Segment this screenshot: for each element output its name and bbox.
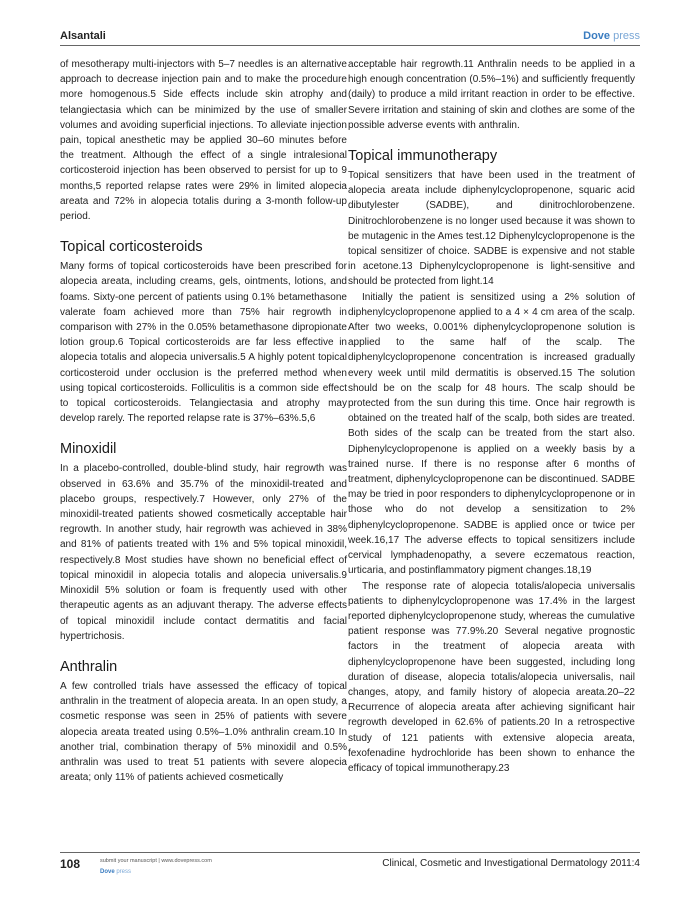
publisher-suffix: press	[613, 30, 640, 42]
page-footer	[60, 852, 640, 892]
section-heading-anthralin: Anthralin	[60, 658, 118, 675]
running-head-author: Alsantali	[60, 30, 106, 42]
left-column	[60, 57, 347, 785]
paragraph-mesotherapy: of mesotherapy multi-injectors with 5–7 needles is an alternative approach to decrease injection pain and to make the procedure more homogenous.5 Side effects include skin atrophy and telangiectasia which can be minimized by the use of smaller volumes and avoiding superficial injections. To alleviate injection pain, topical anesthetic may be applied 30–60 minutes before the treatment. Although the effect of a single intralesional corticosteroid injection has been observed to persist for up to 9 months,5 reported relapse rates were 29% in limited alopecia areata and 72% in alopecia totalis during a 3-month follow-up period.	[60, 59, 347, 223]
journal-citation: Clinical, Cosmetic and Investigational Dermatology 2011:4	[382, 858, 640, 869]
section-heading-topical-immunotherapy: Topical immunotherapy	[348, 148, 498, 165]
paragraph-anthralin: A few controlled trials have assessed the efficacy of topical anthralin in the treatment of alopecia areata. In an open study, a cosmetic response was seen in 25% of patients with severe alopecia areata treated using 0.5%–1.0% anthralin cream.10 In another trial, combination therapy of 5% minoxidil and 0.5% anthralin was used to treat 51 patients with severe alopecia areata; only 11% of patients achieved cosmetically	[60, 680, 347, 784]
paragraph-sensitization-procedure: Initially the patient is sensitized using a 2% solution of diphenylcyclopropenone applied to a 4 × 4 cm area of the scalp. After two weeks, 0.001% diphenylcyclopropenone solution is applied to the same half of the scalp. The diphenylcyclopropenone concentration is increased gradually every week until mild dermatitis is observed.15 The solution should be on the scalp for 48 hours. The scalp should be protected from the sun during this time. Once hair regrowth is obtained on the treated half of the scalp, both sides are treated. Both sides of the scalp can be treated from the start also. Diphenylcyclopropenone is applied on a weekly basis by a trained nurse. If there is no response after 6 months of treatment, diphenylcyclopropenone can be discontinued. SADBE may be tried in poor responders to diphenylcyclopropenone or in those who do not develop a sensitization to 2% diphenylcyclopropenone. SADBE is applied once or twice per week.16,17 The adverse effects to topical sensitizers include cervical lymphadenopathy, a severe eczematous reaction, urticaria, and postinflammatory pigment changes.18,19	[348, 291, 635, 577]
header-rule	[60, 45, 640, 46]
publisher-logo	[583, 30, 640, 42]
footer-rule	[60, 852, 640, 853]
submit-manuscript-link[interactable]: submit your manuscript | www.dovepress.com	[100, 858, 212, 864]
section-heading-minoxidil: Minoxidil	[60, 441, 117, 458]
page-number: 108	[60, 857, 81, 871]
page-header	[60, 30, 640, 46]
footer-publisher-suffix: press	[116, 869, 132, 875]
publisher-name: Dove	[583, 30, 611, 42]
paragraph-topical-sensitizers: Topical sensitizers that have been used in the treatment of alopecia areata include diphenylcyclopropenone, squaric acid dibutylester (SADBE), and dinitrochlorobenzene. Dinitrochlorobenzene is no longer used because it was shown to be mutagenic in the Ames test.12 Diphenylcyclopropenone is the topical sensitizer of choice. SADBE is expensive and not stable in acetone.13 Diphenylcyclopropenone is light-sensitive and should be protected from light.14	[348, 170, 635, 288]
paragraph-anthralin-continued: acceptable hair regrowth.11 Anthralin needs to be applied in a high enough concentration (0.5%–1%) and sufficiently frequently (daily) to produce a mild irritant reaction in order to be effective. Severe irritation and staining of skin and clothes are some of the possible adverse events with anthralin.	[348, 59, 635, 131]
right-column	[348, 57, 635, 776]
paragraph-topical-corticosteroids: Many forms of topical corticosteroids have been prescribed for alopecia areata, including creams, gels, ointments, lotions, and foams. Sixty-one percent of patients using 0.1% betamethasone valerate foam achieved more than 75% hair regrowth in comparison with 27% in the 0.05% betamethasone dipropionate lotion group.6 Topical corticosteroids are far less effective in alopecia totalis and alopecia universalis.5 A highly potent topical corticosteroid under occlusion is the preferred method when using topical corticosteroids. Folliculitis is a common side effect to topical corticosteroids. Telangiectasia and atrophy may develop rarely. The reported relapse rate is 37%–63%.5,6	[60, 261, 347, 425]
paragraph-response-rate: The response rate of alopecia totalis/alopecia universalis patients to diphenylcyclopropenone was 17.4% in the largest reported diphenylcyclopropenone study, whereas the cumulative patient response was 77.9%.20 Several negative prognostic factors in the treatment of alopecia areata with diphenylcyclopropenone have been suggested, including long duration of disease, alopecia totalis/alopecia universalis, nail changes, atopy, and family history of alopecia areata.20–22 Recurrence of alopecia areata after achieving significant hair regrowth developed in 62.6% of patients.20 In a retrospective study of 121 patients with extensive alopecia areata, fexofenadine hydrochloride has been shown to enhance the efficacy of topical immunotherapy.23	[348, 580, 635, 774]
footer-publisher-logo	[100, 869, 131, 875]
footer-publisher-name: Dove	[100, 869, 115, 875]
section-heading-topical-corticosteroids: Topical corticosteroids	[60, 239, 203, 256]
paragraph-minoxidil: In a placebo-controlled, double-blind study, hair regrowth was observed in 63.6% and 35.7% of the minoxidil-treated and placebo groups, respectively.7 However, only 27% of the minoxidil-treated patients showed cosmetically acceptable hair regrowth. In another study, hair regrowth was achieved in 38% and 81% of patients treated with 1% and 5% topical minoxidil, respectively.8 Most studies have shown no beneficial effect of topical minoxidil in alopecia totalis and alopecia universalis.9 Minoxidil 5% solution or foam is frequently used with other therapeutic agents as an adjuvant therapy. The adverse effects of topical minoxidil include contact dermatitis and facial hypertrichosis.	[60, 463, 347, 642]
